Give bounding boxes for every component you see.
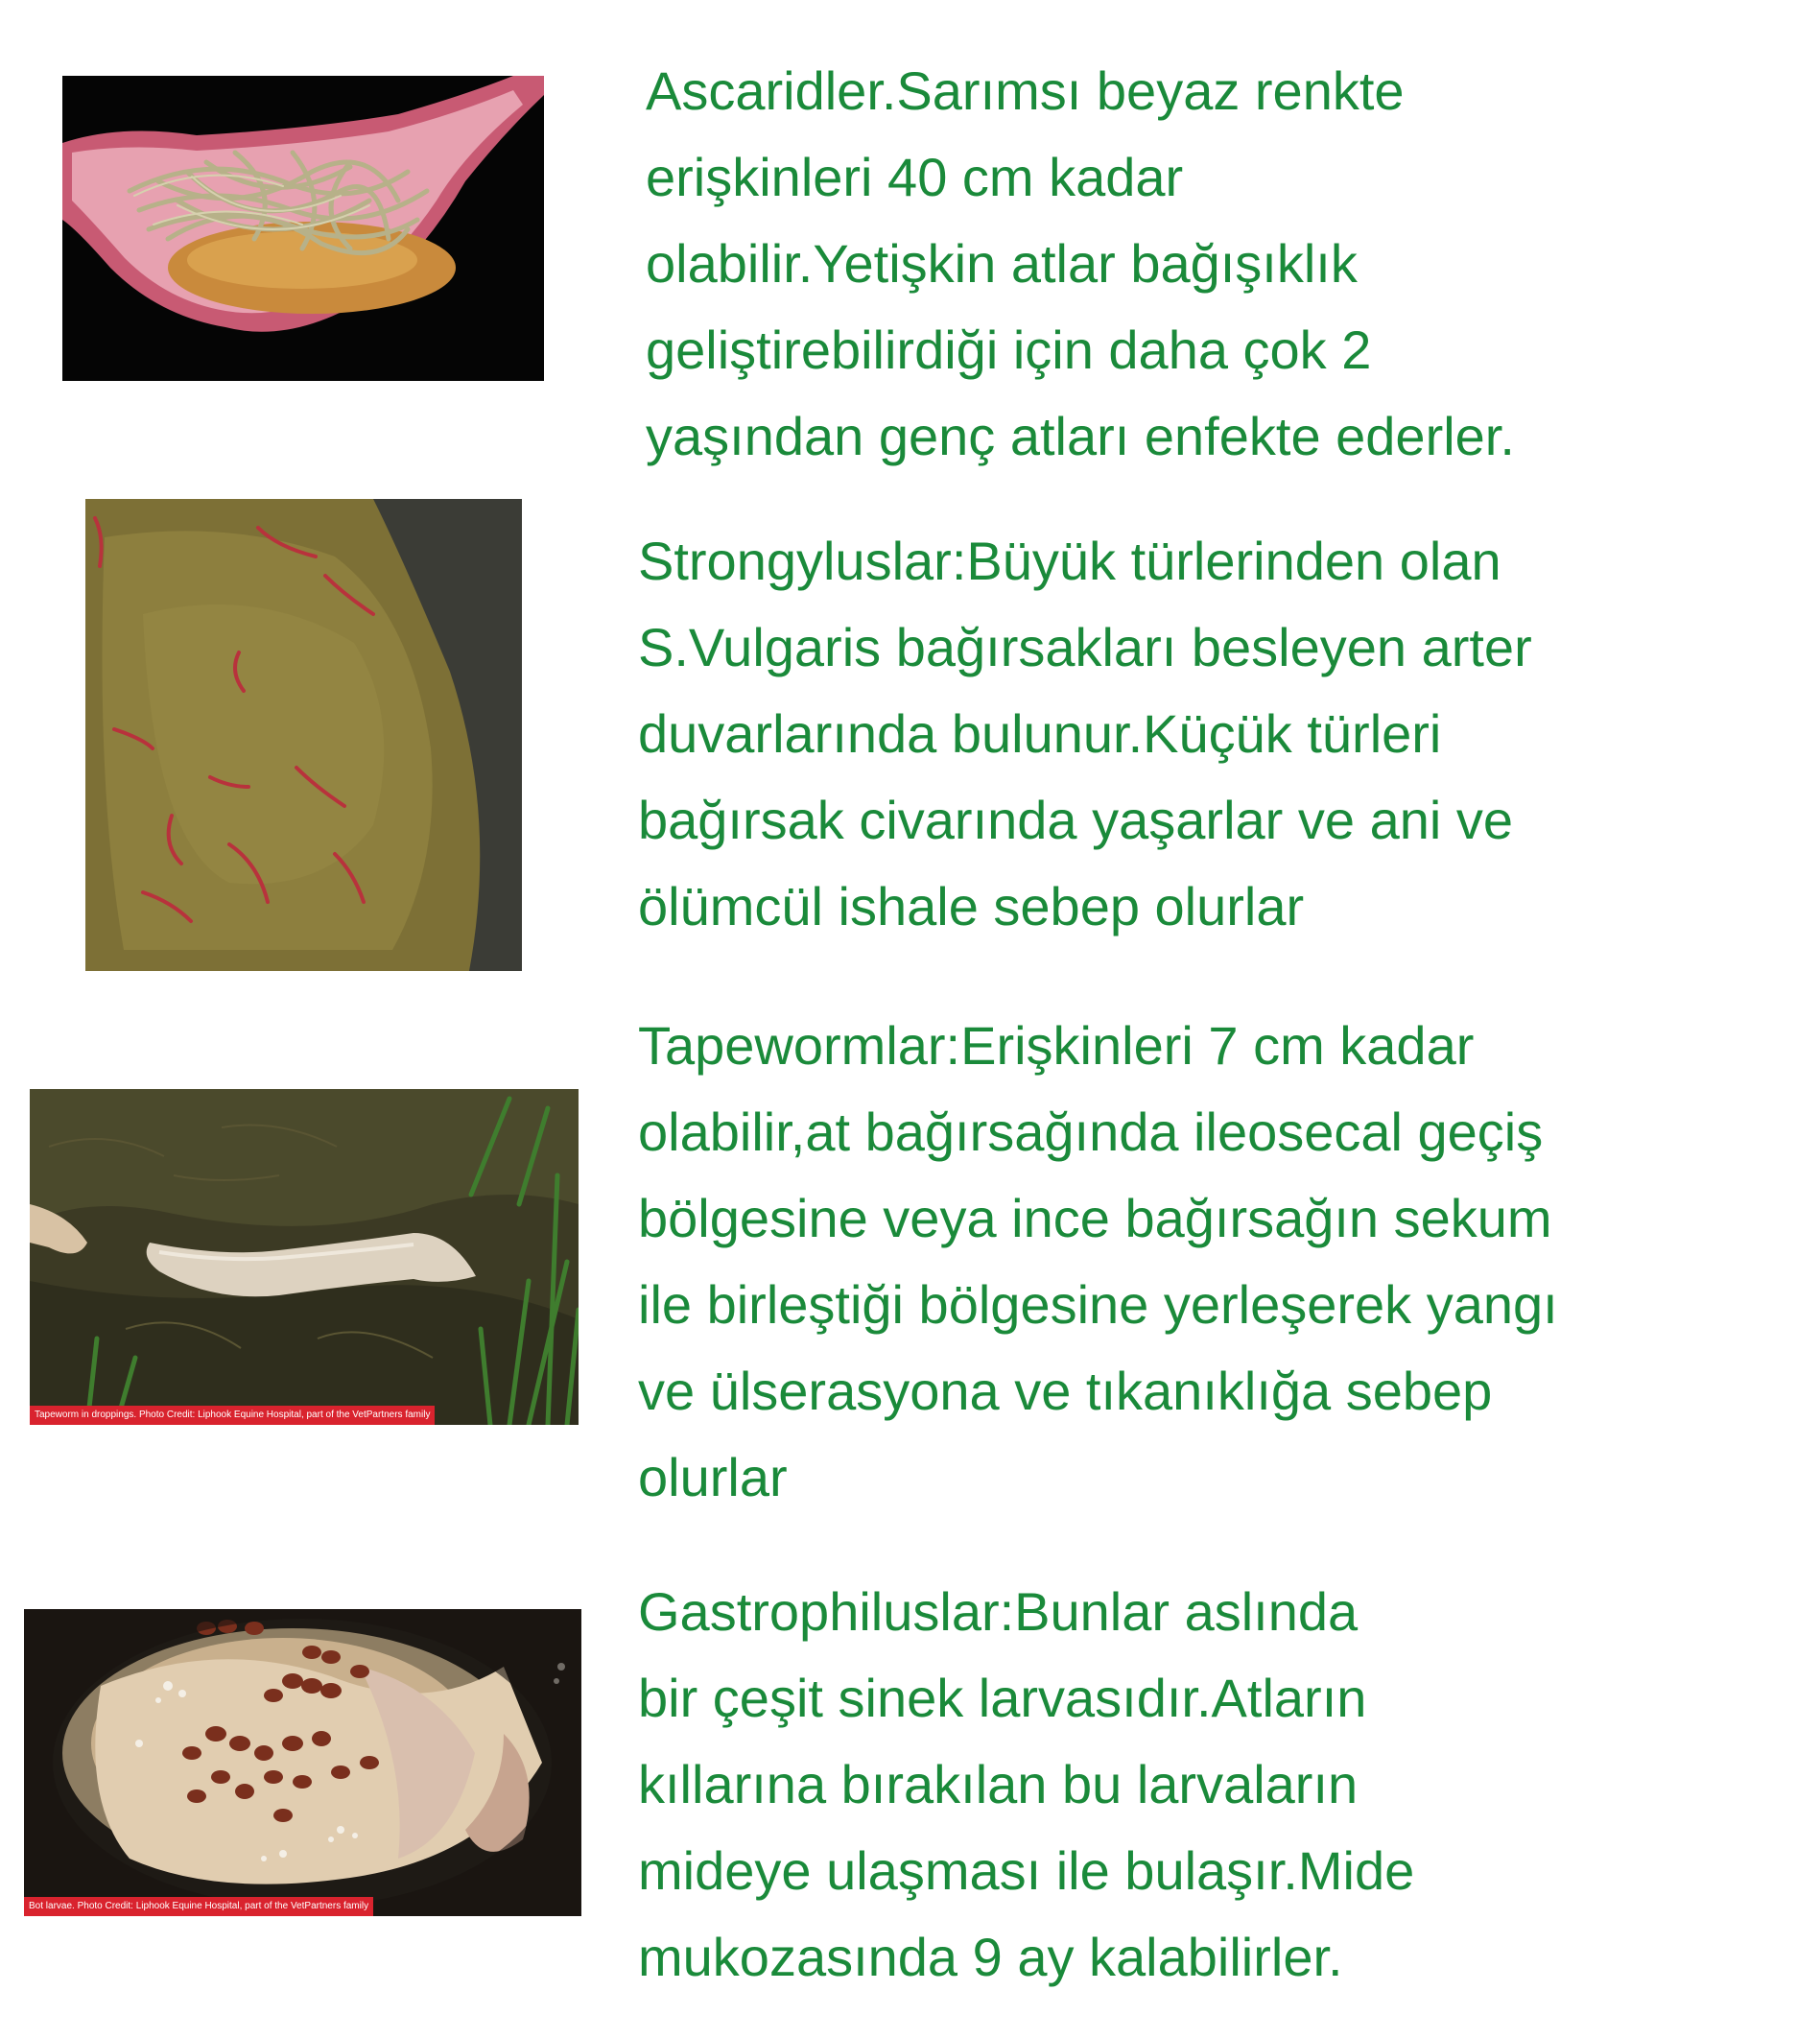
text-line: mideye ulaşması ile bulaşır.Mide — [638, 1840, 1415, 1901]
text-line: Gastrophiluslar:Bunlar aslında — [638, 1581, 1359, 1642]
bot-larvae-description — [638, 1569, 1414, 2001]
text-line: kıllarına bırakılan bu larvaların — [638, 1754, 1359, 1814]
text-line: ile birleştiği bölgesine yerleşerek yangı — [638, 1274, 1558, 1335]
text-line: bölgesine veya ince bağırsağın sekum — [638, 1188, 1552, 1248]
tapeworm-description — [638, 1003, 1558, 1521]
text-line: Strongyluslar:Büyük türlerinden olan — [638, 531, 1501, 591]
photo-caption: Tapeworm in droppings. Photo Credit: Liphook Equine Hospital, part of the VetPartners family — [30, 1406, 435, 1425]
bot-larvae-stomach-photo — [24, 1609, 581, 1916]
text-line: duvarlarında bulunur.Küçük türleri — [638, 703, 1442, 764]
ascarid-worms-photo — [62, 76, 544, 381]
strongyle-description — [638, 518, 1532, 950]
tapeworm-droppings-photo — [30, 1089, 579, 1425]
text-line: olurlar — [638, 1447, 788, 1507]
text-line: yaşından genç atları enfekte ederler. — [646, 406, 1515, 466]
text-line: bağırsak civarında yaşarlar ve ani ve — [638, 790, 1513, 850]
text-line: ölümcül ishale sebep olurlar — [638, 876, 1305, 936]
text-line: ve ülserasyona ve tıkanıklığa sebep — [638, 1361, 1493, 1421]
text-line: Ascaridler.Sarımsı beyaz renkte — [646, 60, 1405, 121]
text-line: S.Vulgaris bağırsakları besleyen arter — [638, 617, 1532, 677]
ascarid-description — [646, 48, 1515, 480]
photo-caption: Bot larvae. Photo Credit: Liphook Equine Hospital, part of the VetPartners family — [24, 1897, 373, 1916]
text-line: olabilir,at bağırsağında ileosecal geçiş — [638, 1102, 1544, 1162]
text-line: olabilir.Yetişkin atlar bağışıklık — [646, 233, 1358, 294]
text-line: Tapewormlar:Erişkinleri 7 cm kadar — [638, 1015, 1475, 1076]
text-line: erişkinleri 40 cm kadar — [646, 147, 1184, 207]
text-line: geliştirebilirdiği için daha çok 2 — [646, 320, 1372, 380]
strongyle-worms-dung-photo — [85, 499, 522, 971]
text-line: bir çeşit sinek larvasıdır.Atların — [638, 1668, 1367, 1728]
text-line: mukozasında 9 ay kalabilirler. — [638, 1927, 1343, 1987]
